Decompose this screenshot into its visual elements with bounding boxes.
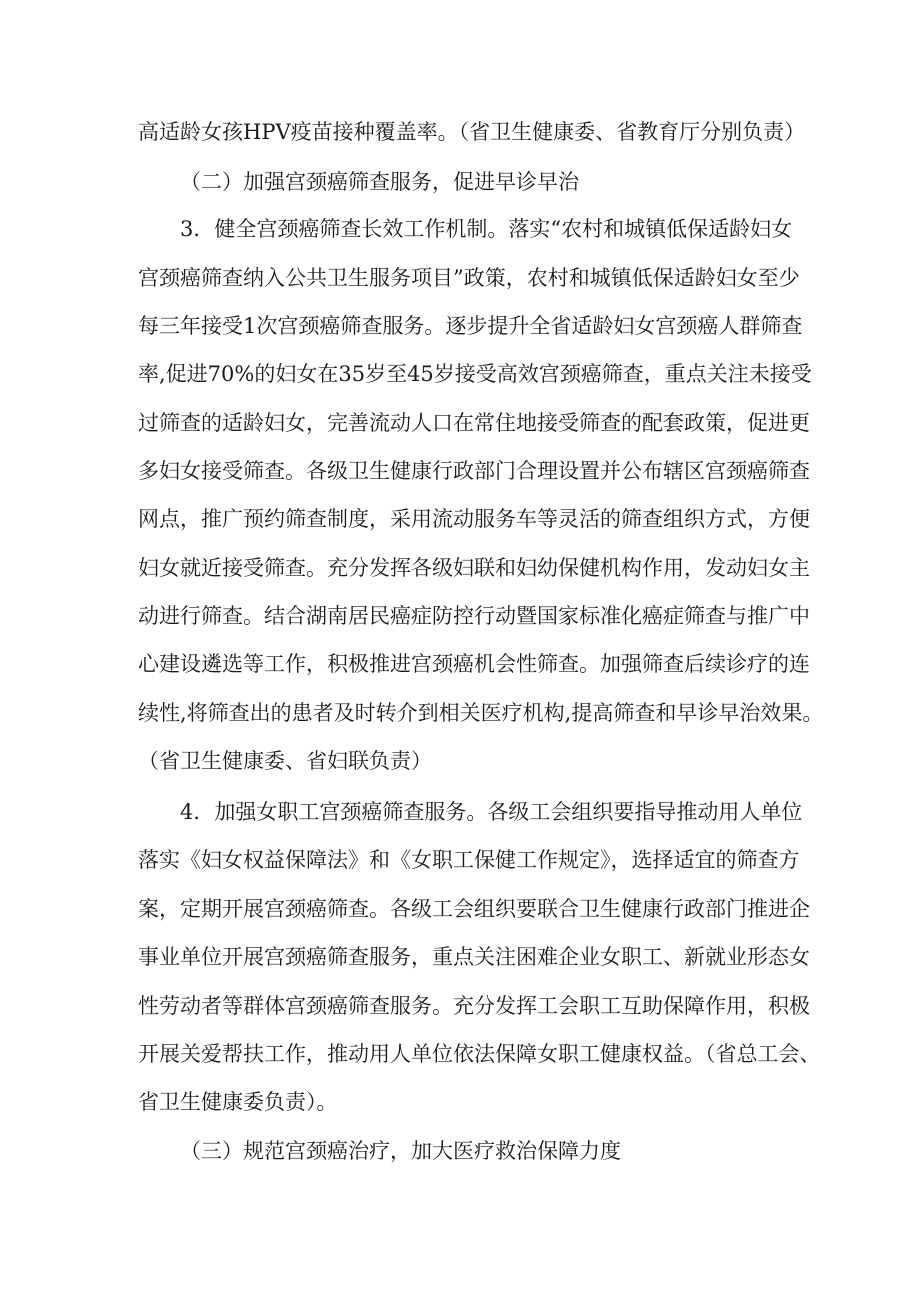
text-line: 动进行筛查。结合湖南居民癌症防控行动暨国家标准化癌症筛查与推广中 xyxy=(138,604,810,628)
text-line: 过筛查的适龄妇女，完善流动人口在常住地接受筛查的配套政策，促进更 xyxy=(138,411,810,435)
paragraph-start: 3．健全宫颈癌筛查长效工作机制。落实“农村和城镇低保适龄妇女 xyxy=(180,217,793,241)
text-line: 落实《妇女权益保障法》和《女职工保健工作规定》，选择适宜的筛查方 xyxy=(138,848,800,872)
text-line: 开展关爱帮扶工作，推动用人单位依法保障女职工健康权益。（省总工会、 xyxy=(138,1042,821,1066)
text-line: 续性,将筛查出的患者及时转介到相关医疗机构,提高筛查和早诊早治效果。 xyxy=(138,701,824,725)
paragraph-start: 4．加强女职工宫颈癌筛查服务。各级工会组织要指导推动用人单位 xyxy=(180,800,803,824)
text-line: 宫颈癌筛查纳入公共卫生服务项目”政策，农村和城镇低保适龄妇女至少 xyxy=(138,266,800,290)
text-line: 高适龄女孩HPV疫苗接种覆盖率。（省卫生健康委、省教育厅分别负责） xyxy=(138,120,806,144)
text-line: 多妇女接受筛查。各级卫生健康行政部门合理设置并公布辖区宫颈癌筛查 xyxy=(138,459,810,483)
text-line: 率,促进70%的妇女在35岁至45岁接受高效宫颈癌筛查，重点关注未接受 xyxy=(138,362,812,386)
section-heading: （三）规范宫颈癌治疗，加大医疗救治保障力度 xyxy=(180,1139,621,1163)
text-line: 网点，推广预约筛查制度，采用流动服务车等灵活的筛查组织方式，方便 xyxy=(138,507,810,531)
text-line: 心建设遴选等工作，积极推进宫颈癌机会性筛查。加强筛查后续诊疗的连 xyxy=(138,652,810,676)
text-line: 每三年接受1次宫颈癌筛查服务。逐步提升全省适龄妇女宫颈癌人群筛查 xyxy=(138,314,803,338)
section-heading: （二）加强宫颈癌筛查服务，促进早诊早治 xyxy=(180,170,579,194)
text-line: 省卫生健康委负责）。 xyxy=(138,1090,338,1114)
text-line: （省卫生健康委、省妇联负责） xyxy=(138,749,432,773)
text-line: 妇女就近接受筛查。充分发挥各级妇联和妇幼保健机构作用，发动妇女主 xyxy=(138,556,810,580)
text-line: 性劳动者等群体宫颈癌筛查服务。充分发挥工会职工互助保障作用，积极 xyxy=(138,994,810,1018)
text-line: 案，定期开展宫颈癌筛查。各级工会组织要联合卫生健康行政部门推进企 xyxy=(138,897,810,921)
text-line: 事业单位开展宫颈癌筛查服务，重点关注困难企业女职工、新就业形态女 xyxy=(138,945,810,969)
